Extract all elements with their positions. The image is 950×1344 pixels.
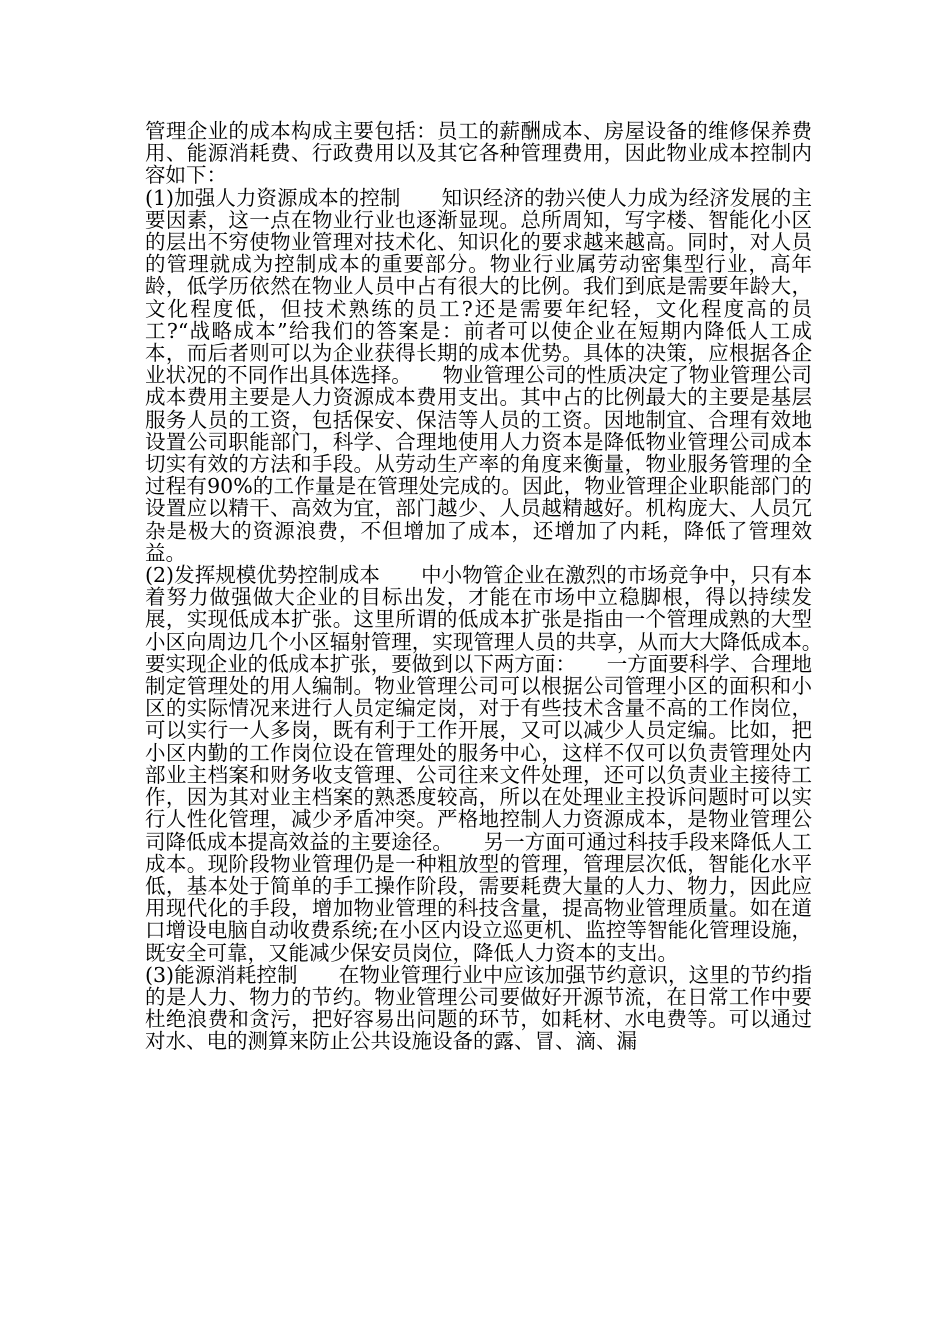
paragraph-scale-advantage: (2)发挥规模优势控制成本 中小物管企业在激烈的市场竞争中，只有本着努力做强做大企业的目标出发，才能在市场中立稳脚根，得以持续发展，实现低成本扩张。这里所谓的低成本扩张是指由一个管理成熟的大型小区向周边几个小区辐射管理，实现管理人员的共享，从而大大降低成本。 要实现企业的低成本扩张，要做到以下两方面： 一方面要科学、合理地制定管理处的用人编制。物业管理公司可以根据公司管理小区的面积和小区的实际情况来进行人员定编定岗，对于有些技术含量不高的工作岗位，可以实行一人多岗，既有利于工作开展，又可以减少人员定编。比如，把小区内勤的工作岗位设在管理处的服务中心，这样不仅可以负责管理处内部业主档案和财务收支管理、公司往来文件处理，还可以负责业主接待工作，因为其对业主档案的熟悉度较高，所以在处理业主投诉问题时可以实行人性化管理，减少矛盾冲突。严格地控制人力资源成本，是物业管理公司降低成本提高效益的主要途径。 另一方面可通过科技手段来降低人工成本。现阶段物业管理仍是一种粗放型的管理，管理层次低，智能化水平低，基本处于简单的手工操作阶段，需要耗费大量的人力、物力，因此应用现代化的手段，增加物业管理的科技含量，提高物业管理质量。如在道口增设电脑自动收费系统;在小区内设立巡更机、监控等智能化管理设施，既安全可靠，又能减少保安员岗位，降低人力资本的支出。	[145, 563, 853, 965]
paragraph-hr-cost-control: (1)加强人力资源成本的控制 知识经济的勃兴使人力成为经济发展的主要因素，这一点在物业行业也逐渐显现。总所周知，写字楼、智能化小区的层出不穷使物业管理对技术化、知识化的要求越来越高。同时，对人员的管理就成为控制成本的重要部分。物业行业属劳动密集型行业，高年龄，低学历依然在物业人员中占有很大的比例。我们到底是需要年龄大，文化程度低，但技术熟练的员工?还是需要年纪轻，文化程度高的员工?“战略成本”给我们的答案是：前者可以使企业在短期内降低人工成本，而后者则可以为企业获得长期的成本优势。具体的决策，应根据各企业状况的不同作出具体选择。 物业管理公司的性质决定了物业管理公司成本费用主要是人力资源成本费用支出。其中占的比例最大的主要是基层服务人员的工资，包括保安、保洁等人员的工资。因地制宜、合理有效地设置公司职能部门，科学、合理地使用人力资本是降低物业管理公司成本切实有效的方法和手段。从劳动生产率的角度来衡量，物业服务管理的全过程有90%的工作量是在管理处完成的。因此，物业管理企业职能部门的设置应以精干、高效为宜，部门越少、人员越精越好。机构庞大、人员冗杂是极大的资源浪费，不但增加了成本，还增加了内耗，降低了管理效益。	[145, 185, 812, 565]
document-body	[145, 119, 853, 1054]
paragraph-energy-control: (3)能源消耗控制 在物业管理行业中应该加强节约意识，这里的节约指的是人力、物力的节约。物业管理公司要做好开源节流，在日常工作中要杜绝浪费和贪污，把好容易出问题的环节，如耗材、水电费等。可以通过对水、电的测算来防止公共设施设备的露、冒、滴、漏	[145, 962, 812, 1054]
paragraph-cost-structure: 管理企业的成本构成主要包括：员工的薪酬成本、房屋设备的维修保养费用、能源消耗费、行政费用以及其它各种管理费用，因此物业成本控制内容如下：	[145, 119, 812, 188]
